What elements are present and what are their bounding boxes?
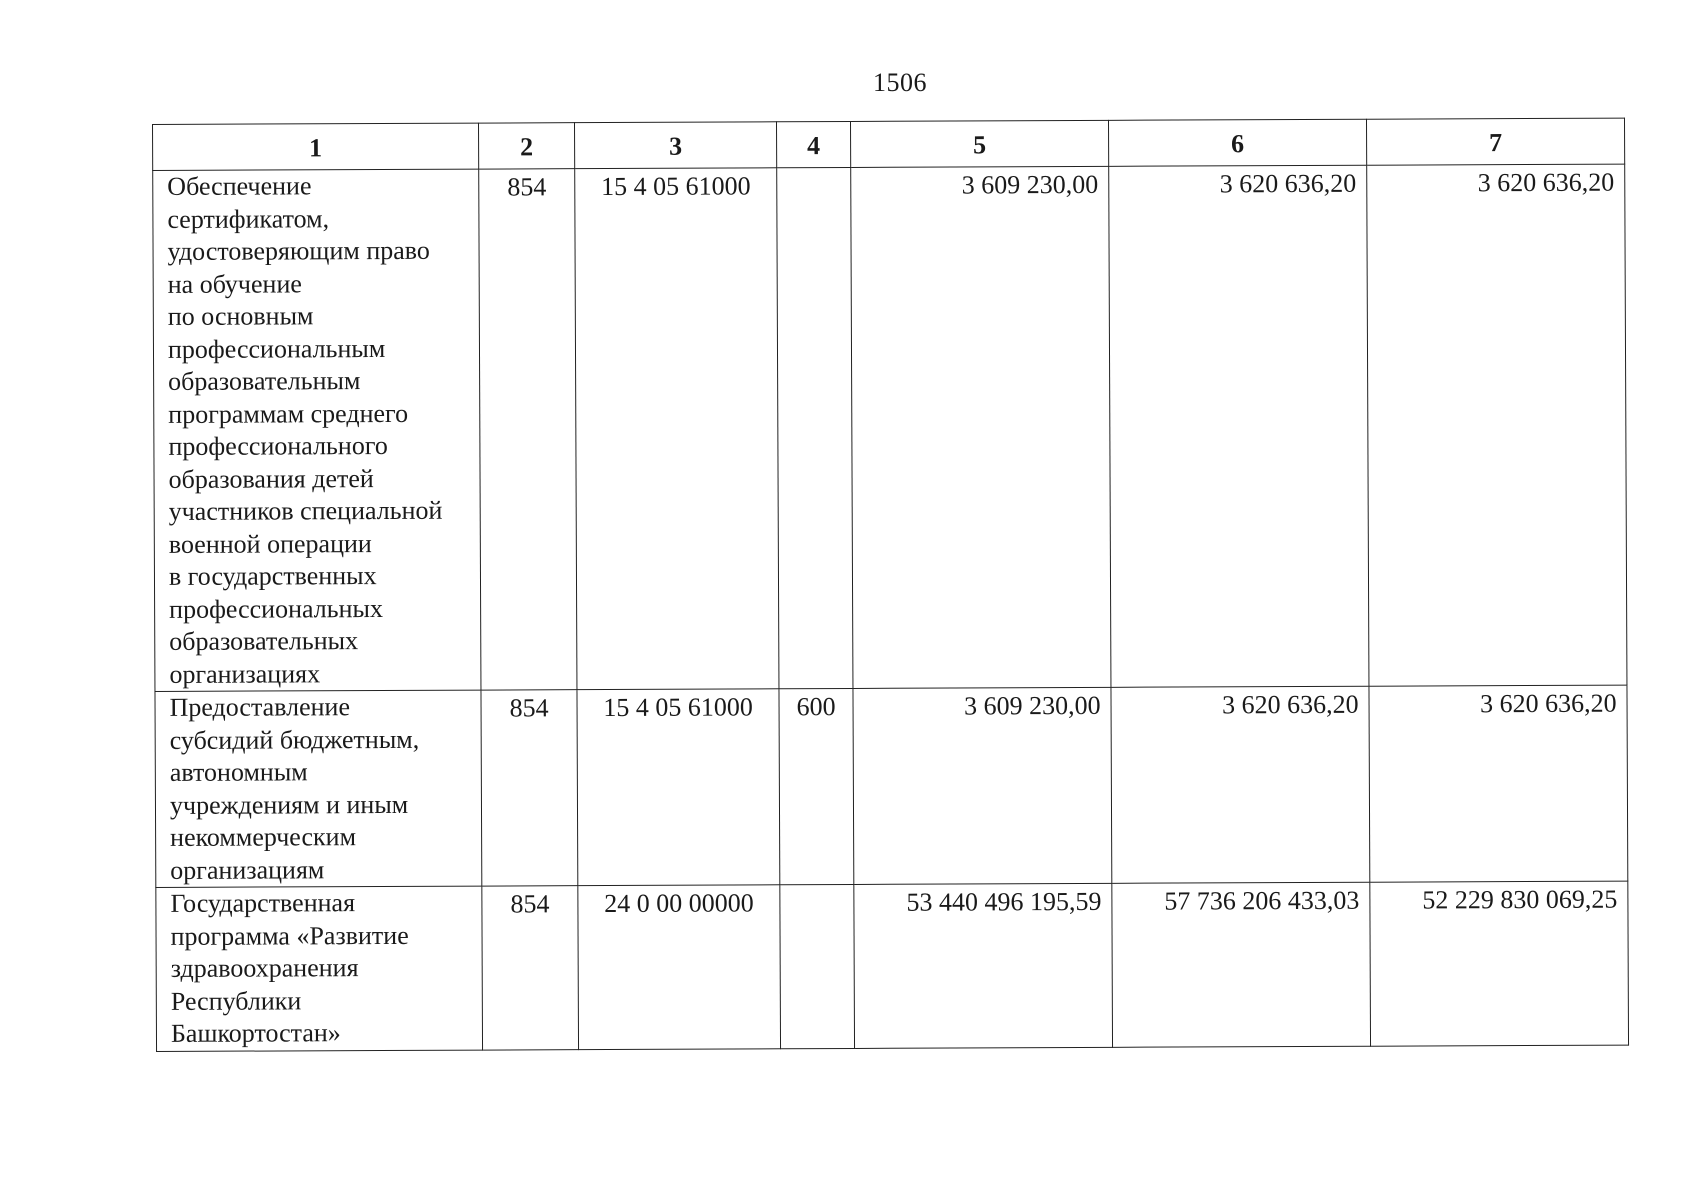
- row-col-7: 3 620 636,20: [1367, 164, 1627, 686]
- row-name-line: профессиональных: [169, 593, 384, 624]
- row-col-5: 3 609 230,00: [853, 687, 1112, 884]
- header-col-1: 1: [153, 123, 479, 170]
- header-col-6: 6: [1108, 119, 1366, 166]
- header-col-7: 7: [1366, 118, 1624, 165]
- row-col-3: 15 4 05 61000: [575, 168, 779, 690]
- header-row: [153, 118, 1625, 170]
- row-name-line: здравоохранения: [170, 953, 359, 983]
- row-name-line: на обучение: [167, 268, 302, 299]
- row-name-line: организациям: [170, 854, 325, 885]
- row-col-2: 854: [479, 169, 577, 690]
- row-col-3: 24 0 00 00000: [578, 885, 781, 1049]
- row-name-line: по основным: [167, 301, 314, 331]
- header-col-3: 3: [574, 122, 776, 169]
- budget-table: [152, 118, 1629, 1052]
- row-name-line: профессиональным: [167, 333, 386, 364]
- row-col-6: 3 620 636,20: [1109, 165, 1369, 687]
- row-col-3: 15 4 05 61000: [577, 689, 780, 886]
- row-name-line: Предоставление: [169, 692, 351, 722]
- row-name: [155, 690, 482, 887]
- row-name-line: программам среднего: [168, 398, 409, 429]
- row-name-line: образовательных: [169, 626, 359, 656]
- row-name: [156, 886, 483, 1051]
- row-name-line: профессионального: [168, 430, 388, 461]
- row-col-6: 57 736 206 433,03: [1112, 882, 1371, 1047]
- row-name: [153, 169, 481, 691]
- row-name-line: учреждениям и иным: [169, 789, 409, 820]
- row-col-4: [777, 167, 853, 688]
- row-name-line: программа «Развитие: [170, 920, 409, 951]
- row-name-line: образовательным: [168, 366, 361, 396]
- table-row: [156, 881, 1629, 1051]
- row-name-line: Республики: [170, 985, 302, 1016]
- row-name-line: Башкортостан»: [170, 1018, 341, 1048]
- row-col-4: [780, 884, 855, 1048]
- header-col-2: 2: [478, 123, 574, 169]
- row-col-4: 600: [779, 688, 854, 884]
- row-name-line: некоммерческим: [170, 822, 357, 852]
- row-name-line: удостоверяющим право: [167, 235, 430, 266]
- row-name-line: организациях: [169, 658, 321, 689]
- row-col-7: 3 620 636,20: [1369, 685, 1628, 882]
- table-row: [153, 164, 1627, 691]
- row-col-2: 854: [482, 886, 579, 1050]
- row-col-6: 3 620 636,20: [1111, 686, 1370, 883]
- header-col-4: 4: [776, 121, 850, 167]
- page-number: 1506: [873, 68, 927, 97]
- row-name-line: в государственных: [168, 561, 377, 591]
- row-name-line: участников специальной: [168, 495, 443, 526]
- row-name-line: субсидий бюджетным,: [169, 724, 420, 755]
- row-name-line: Государственная: [170, 888, 356, 918]
- row-name-line: образования детей: [168, 463, 374, 494]
- row-name-line: автономным: [169, 757, 308, 787]
- row-col-5: 53 440 496 195,59: [854, 883, 1113, 1048]
- row-col-5: 3 609 230,00: [851, 166, 1111, 688]
- row-name-line: Обеспечение: [167, 171, 312, 201]
- row-name-line: военной операции: [168, 528, 372, 559]
- row-name-line: сертификатом,: [167, 203, 330, 234]
- row-col-7: 52 229 830 069,25: [1370, 881, 1629, 1046]
- header-col-5: 5: [850, 120, 1108, 167]
- row-col-2: 854: [481, 690, 578, 886]
- table-row: [155, 685, 1628, 887]
